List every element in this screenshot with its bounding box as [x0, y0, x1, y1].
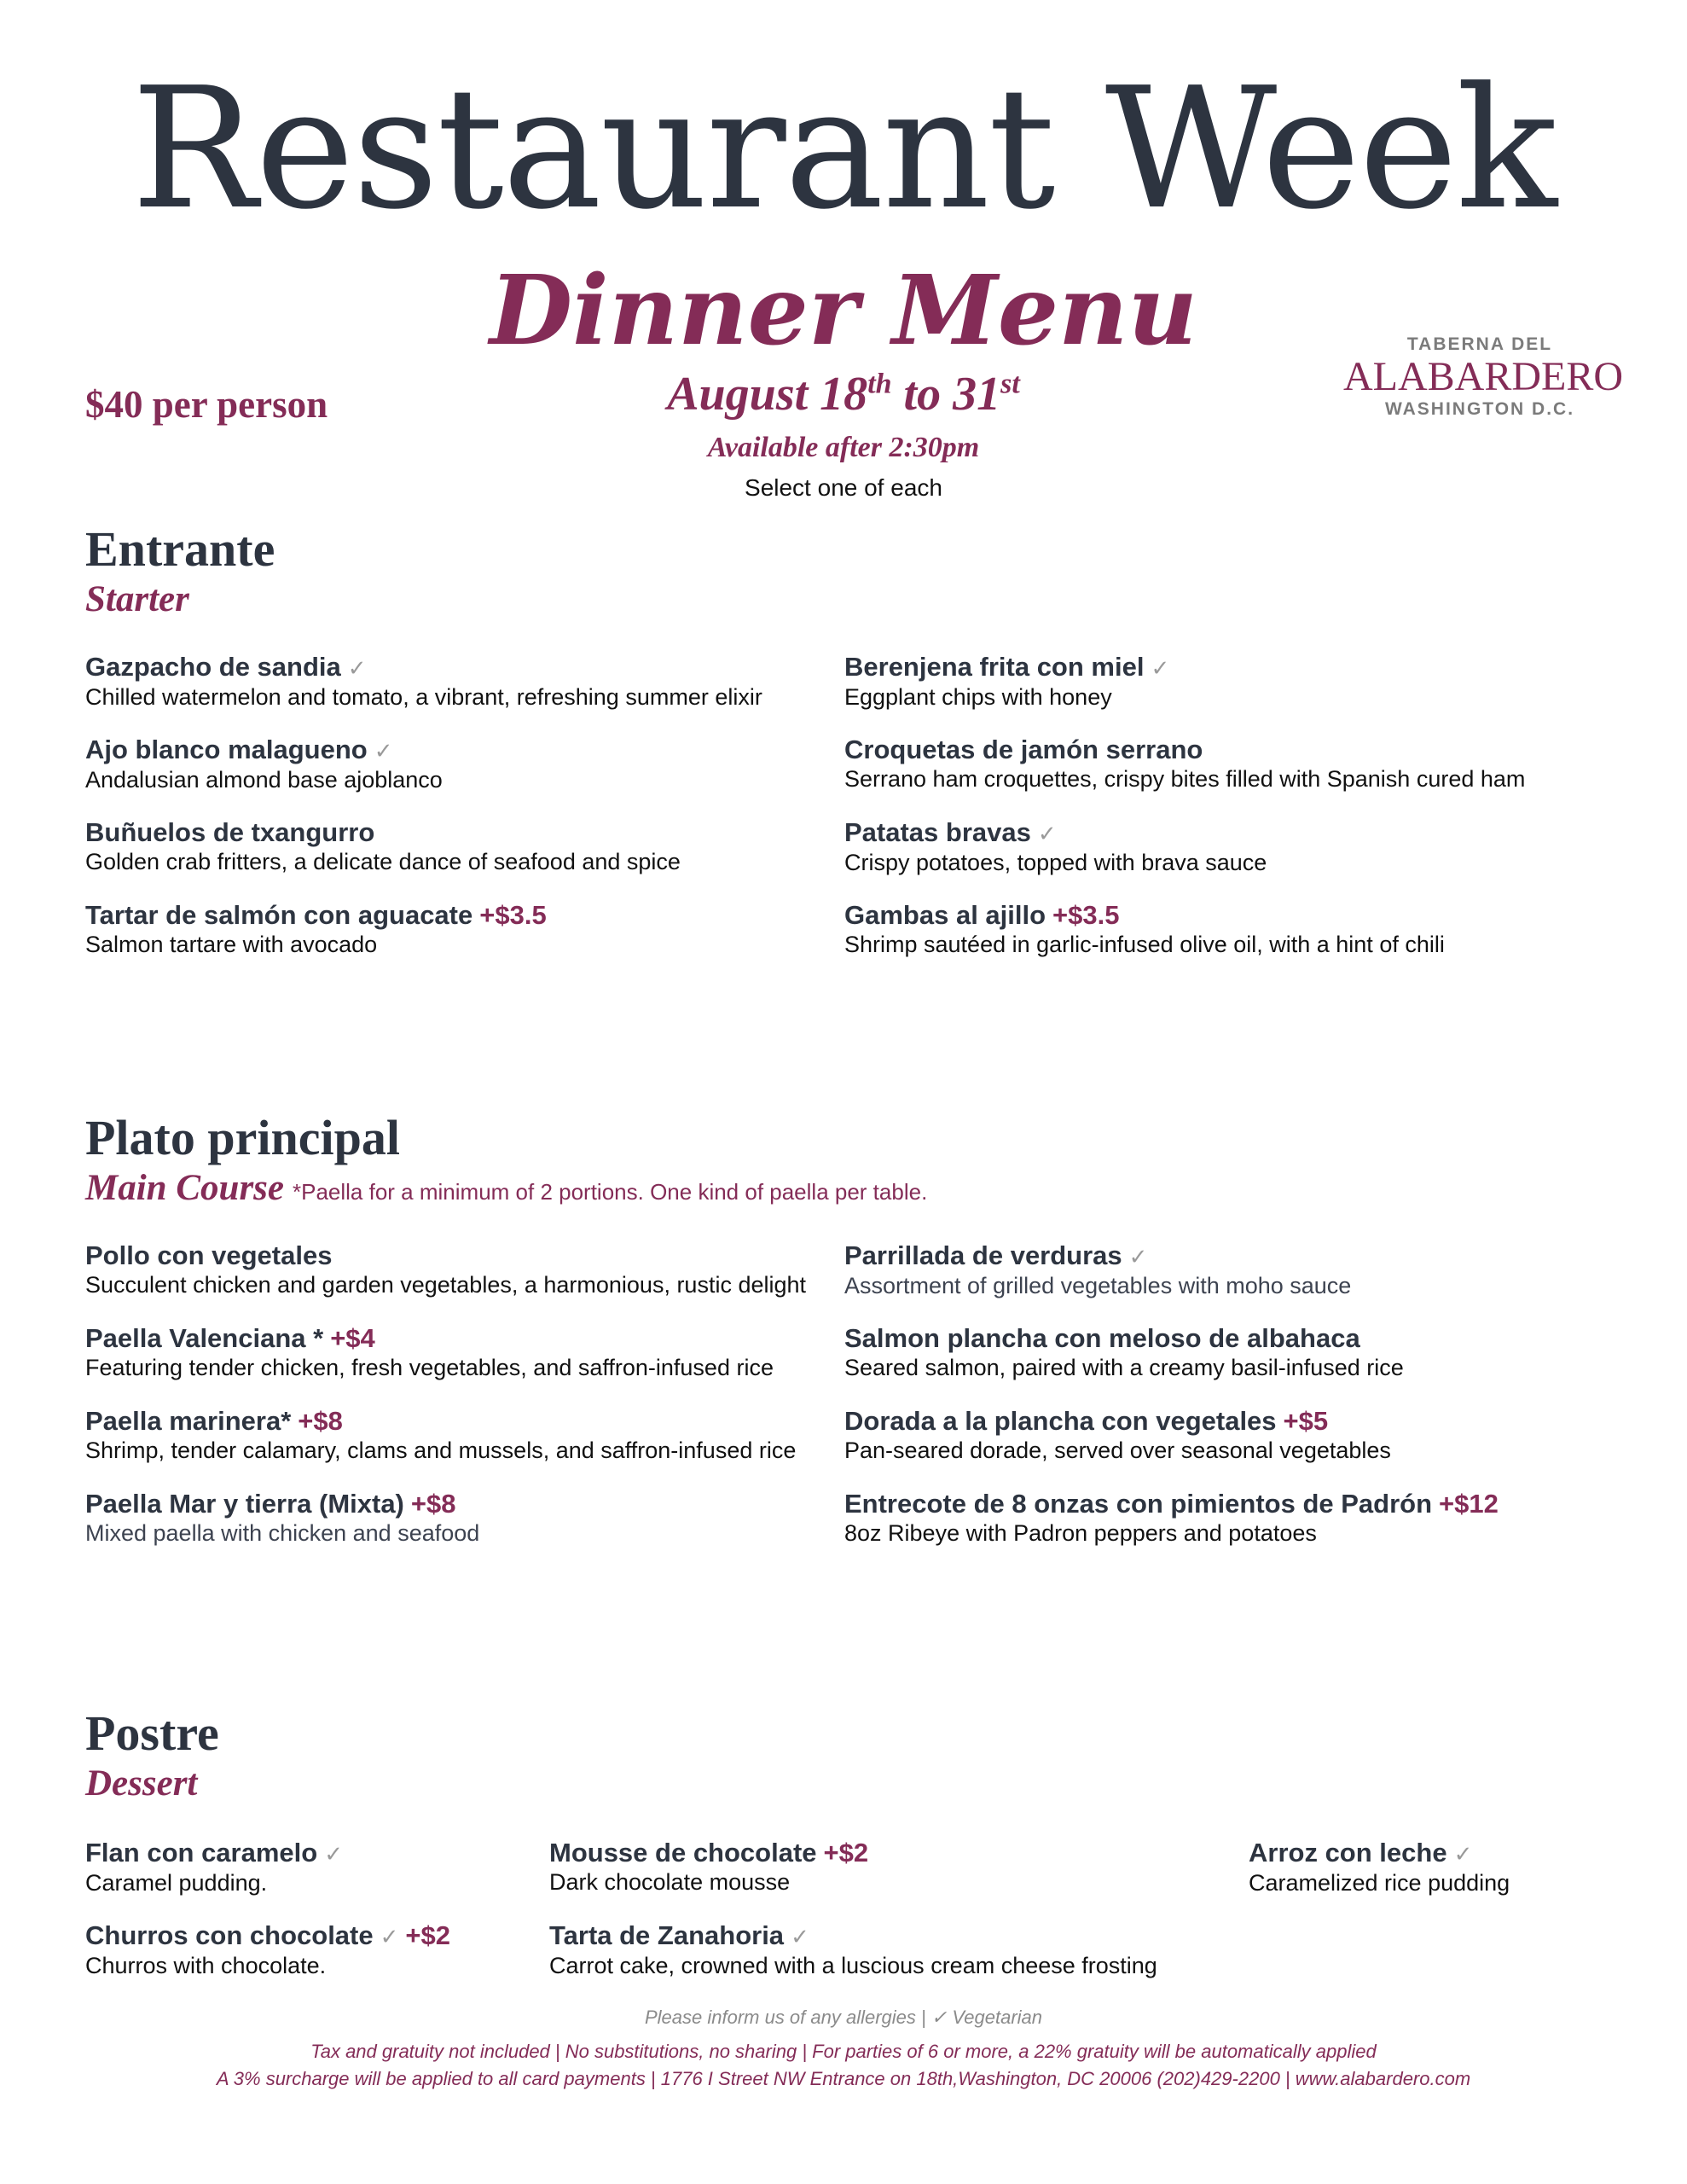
vegetarian-check-icon: ✓: [374, 738, 393, 764]
supplement-price: +$3.5: [479, 900, 547, 930]
supplement-price: +$2: [823, 1838, 869, 1867]
menu-item: [844, 1323, 1404, 1381]
menu-item-name: Gambas al ajillo: [844, 900, 1046, 930]
menu-item-name-line: [85, 1406, 796, 1437]
menu-item-description: Eggplant chips with honey: [844, 684, 1112, 710]
policy-note: Tax and gratuity not included | No substitutions, no sharing | For parties of 6 or more, a 22% gratuity will be automatically applied: [310, 2041, 1377, 2062]
restaurant-logo: [1343, 334, 1624, 420]
menu-item-description: 8oz Ribeye with Padron peppers and potatoes: [844, 1520, 1317, 1546]
supplement-price: +$8: [298, 1406, 343, 1436]
main-course-title: Plato principal: [85, 1110, 400, 1165]
menu-item-name-line: [85, 1489, 479, 1519]
vegetarian-check-icon: ✓: [930, 2007, 948, 2028]
menu-item-name: Paella Mar y tierra (Mixta): [85, 1489, 404, 1519]
menu-item: [85, 1406, 796, 1464]
menu-item-description: Pan-seared dorade, served over seasonal vegetables: [844, 1438, 1391, 1463]
menu-item-name-line: [549, 1920, 1157, 1952]
paella-note: *Paella for a minimum of 2 portions. One kind of paella per table.: [293, 1179, 928, 1205]
menu-item-name-line: [844, 1240, 1351, 1272]
menu-item-name-line: [1249, 1838, 1510, 1869]
menu-item-name-line: [85, 1323, 774, 1354]
supplement-price: +$4: [330, 1323, 375, 1353]
contact-note: A 3% surcharge will be applied to all card payments | 1776 I Street NW Entrance on 18th,Washington, DC 20006 (202)429-2200 | www.alabardero.com: [216, 2068, 1471, 2089]
vegetarian-check-icon: ✓: [791, 1924, 809, 1949]
logo-line-3: WASHINGTON D.C.: [1384, 399, 1575, 419]
menu-item: [549, 1920, 1157, 1979]
menu-item-name: Parrillada de verduras: [844, 1240, 1122, 1270]
logo-line-2: ALABARDERO: [1343, 354, 1624, 399]
menu-item-name-line: [844, 1323, 1404, 1354]
menu-item-name: Paella marinera*: [85, 1406, 292, 1436]
vegetarian-check-icon: ✓: [1151, 655, 1170, 681]
starter-subtitle: Starter: [85, 579, 189, 619]
menu-item-description: Churros with chocolate.: [85, 1953, 327, 1978]
menu-item: [844, 735, 1525, 793]
menu-item-name: Berenjena frita con miel: [844, 652, 1145, 682]
menu-item-description: Andalusian almond base ajoblanco: [85, 767, 443, 793]
menu-item-name: Patatas bravas: [844, 817, 1031, 847]
menu-item-description: Dark chocolate mousse: [549, 1869, 791, 1895]
menu-item-name-line: [844, 900, 1445, 931]
menu-item-name-line: [85, 900, 547, 931]
menu-item-name-line: [85, 1240, 806, 1271]
menu-item-description: Caramel pudding.: [85, 1870, 268, 1896]
menu-item-name: Gazpacho de sandia: [85, 652, 341, 682]
menu-item-description: Salmon tartare with avocado: [85, 932, 378, 957]
menu-item-name: Paella Valenciana *: [85, 1323, 324, 1353]
menu-item: [1249, 1838, 1510, 1896]
menu-item-description: Golden crab fritters, a delicate dance of seafood and spice: [85, 849, 681, 874]
menu-item: [844, 900, 1445, 958]
menu-item-name: Flan con caramelo: [85, 1838, 318, 1867]
menu-item: [85, 1920, 450, 1979]
menu-item-name-line: [85, 1920, 450, 1952]
menu-item-description: Assortment of grilled vegetables with moho sauce: [844, 1273, 1352, 1298]
menu-item: [85, 1489, 479, 1547]
supplement-price: +$2: [405, 1920, 450, 1950]
supplement-price: +$12: [1439, 1489, 1499, 1519]
menu-item-name-line: [85, 1838, 343, 1869]
supplement-price: +$8: [410, 1489, 456, 1519]
menu-item-description: Caramelized rice pudding: [1249, 1870, 1510, 1896]
menu-item-name-line: [844, 1489, 1499, 1519]
menu-item: [85, 652, 762, 711]
menu-item: [85, 900, 547, 958]
menu-item: [85, 735, 443, 793]
menu-item-description: Shrimp, tender calamary, clams and mussels, and saffron-infused rice: [85, 1438, 797, 1463]
menu-item: [844, 817, 1267, 876]
vegetarian-check-icon: ✓: [1453, 1841, 1473, 1867]
date-start: August 18: [667, 368, 868, 421]
vegetarian-check-icon: ✓: [380, 1924, 399, 1949]
vegetarian-check-icon: ✓: [1128, 1244, 1148, 1269]
menu-item-name-line: [844, 735, 1525, 765]
menu-item-name-line: [85, 652, 762, 683]
menu-item-name: Ajo blanco malagueno: [85, 735, 368, 764]
menu-item-name: Entrecote de 8 onzas con pimientos de Padrón: [844, 1489, 1433, 1519]
menu-item-description: Shrimp sautéed in garlic-infused olive oil, with a hint of chili: [844, 932, 1445, 957]
date-start-suffix: th: [867, 368, 892, 400]
menu-item-description: Chilled watermelon and tomato, a vibrant, refreshing summer elixir: [85, 684, 762, 710]
menu-item-name-line: [844, 652, 1169, 683]
vegetarian-label: Vegetarian: [952, 2007, 1043, 2028]
supplement-price: +$3.5: [1052, 900, 1120, 930]
menu-item-description: Carrot cake, crowned with a luscious cream cheese frosting: [549, 1953, 1157, 1978]
menu-item-name: Mousse de chocolate: [549, 1838, 817, 1867]
price-per-person: $40 per person: [85, 383, 328, 426]
selection-instruction: Select one of each: [745, 474, 942, 501]
menu-item-name-line: [844, 1406, 1391, 1437]
menu-item-description: Serrano ham croquettes, crispy bites filled with Spanish cured ham: [844, 766, 1526, 792]
menu-item-description: Mixed paella with chicken and seafood: [85, 1520, 480, 1546]
menu-item: [844, 652, 1169, 711]
menu-item-description: Succulent chicken and garden vegetables, a harmonious, rustic delight: [85, 1272, 807, 1298]
menu-item-name: Croquetas de jamón serrano: [844, 735, 1203, 764]
main-course-subtitle: Main Course: [85, 1168, 284, 1208]
menu-item-name: Dorada a la plancha con vegetales: [844, 1406, 1277, 1436]
availability-note: Available after 2:30pm: [707, 432, 980, 463]
menu-item-name: Churros con chocolate: [85, 1920, 374, 1950]
vegetarian-check-icon: ✓: [324, 1841, 344, 1867]
allergy-text: Please inform us of any allergies |: [644, 2007, 926, 2028]
menu-item-name: Tartar de salmón con aguacate: [85, 900, 473, 930]
menu-item-name-line: [844, 817, 1267, 849]
menu-item-name: Tarta de Zanahoria: [549, 1920, 785, 1950]
menu-item: [844, 1489, 1499, 1547]
menu-item-name: Arroz con leche: [1249, 1838, 1447, 1867]
menu-item-name-line: [549, 1838, 868, 1868]
menu-item-name-line: [85, 817, 681, 848]
menu-item-name: Buñuelos de txangurro: [85, 817, 375, 847]
menu-item-name: Salmon plancha con meloso de albahaca: [844, 1323, 1360, 1353]
allergy-note: [0, 2007, 1687, 2029]
menu-item: [85, 1323, 774, 1381]
dessert-title: Postre: [85, 1705, 219, 1761]
vegetarian-check-icon: ✓: [1037, 821, 1057, 846]
page-title: Restaurant Week: [130, 52, 1557, 247]
supplement-price: +$5: [1283, 1406, 1329, 1436]
menu-item: [85, 1240, 806, 1298]
date-end-suffix: st: [1000, 368, 1020, 400]
vegetarian-check-icon: ✓: [347, 655, 367, 681]
menu-item-name: Pollo con vegetales: [85, 1240, 333, 1270]
menu-item-description: Seared salmon, paired with a creamy basil-infused rice: [844, 1355, 1404, 1380]
dessert-subtitle: Dessert: [85, 1763, 198, 1804]
menu-item-name-line: [85, 735, 443, 766]
menu-item: [549, 1838, 868, 1896]
menu-item: [85, 1838, 343, 1896]
logo-line-1: TABERNA DEL: [1406, 334, 1553, 354]
menu-item: [844, 1240, 1351, 1299]
main-course-subtitle-line: [85, 1167, 927, 1209]
menu-item: [85, 817, 681, 875]
menu-item: [844, 1406, 1391, 1464]
date-end: to 31: [903, 368, 1001, 421]
menu-item-description: Crispy potatoes, topped with brava sauce: [844, 850, 1267, 875]
menu-item-description: Featuring tender chicken, fresh vegetables, and saffron-infused rice: [85, 1355, 774, 1380]
menu-subtitle: Dinner Menu: [490, 255, 1197, 367]
starter-title: Entrante: [85, 521, 275, 577]
